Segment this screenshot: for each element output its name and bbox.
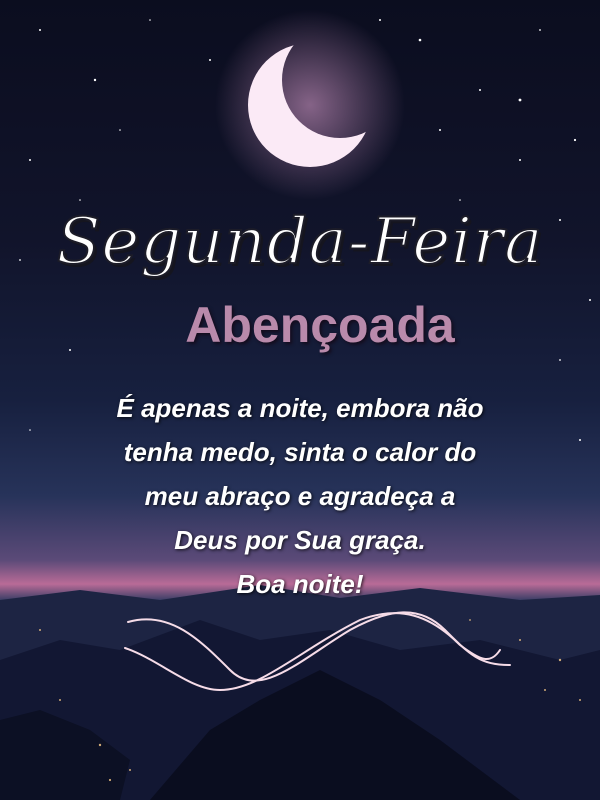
message-line: É apenas a noite, embora não — [116, 393, 484, 423]
message-line: meu abraço e agradeça a — [144, 481, 456, 511]
title-script: Segunda-Feira — [56, 205, 544, 279]
subtitle: Abençoada — [185, 297, 455, 353]
message-line: Boa noite! — [236, 569, 364, 599]
message-line: Deus por Sua graça. — [174, 525, 426, 555]
message-line: tenha medo, sinta o calor do — [123, 437, 477, 467]
